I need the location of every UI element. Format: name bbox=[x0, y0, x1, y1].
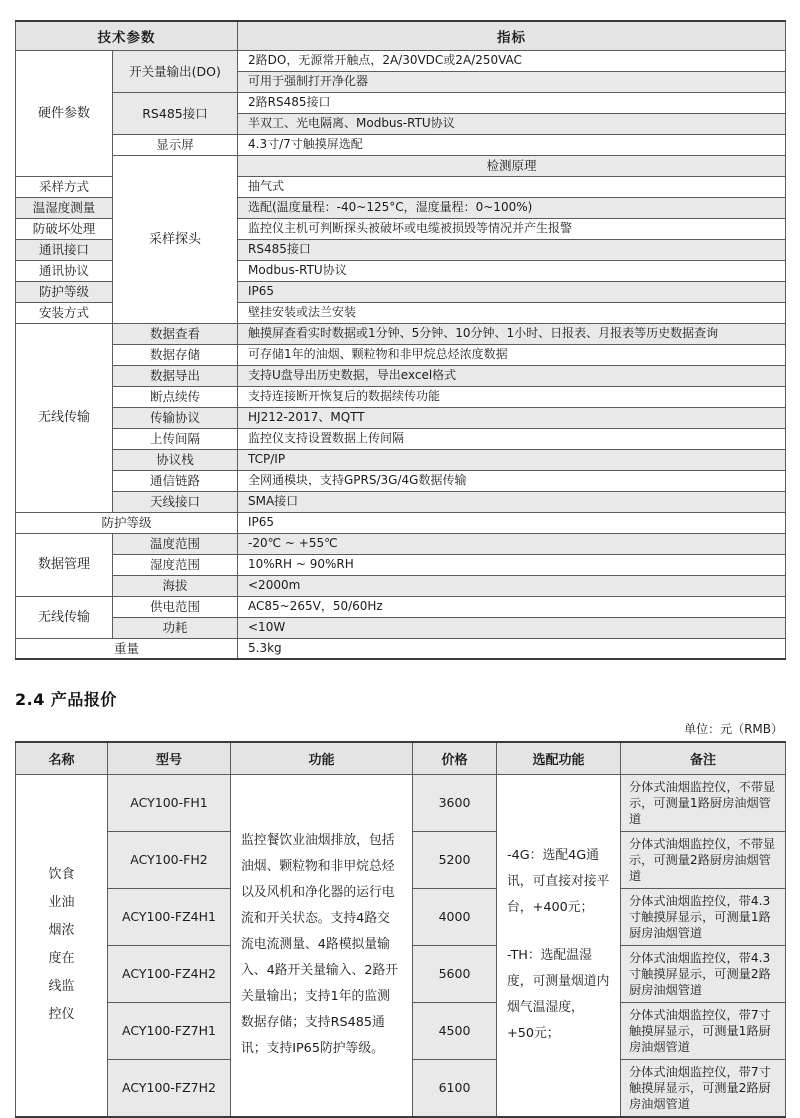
column-header-model: 型号 bbox=[108, 742, 231, 774]
column-header-param: 技术参数 bbox=[16, 21, 238, 50]
spec-value-cell: 全网通模块，支持GPRS/3G/4G数据传输 bbox=[238, 470, 786, 491]
function-text: 监控餐饮业油烟排放，包括油烟、颗粒物和非甲烷总烃以及风机和净化器的运行电流和开关状态。支持4路交流电流测量、4路模拟量输入、4路开关量输入、2路开关量输出；支持1年的监测数据存储；支持RS485通讯；支持IP65防护等级。 bbox=[241, 833, 399, 1056]
spec-label-cell: 湿度范围 bbox=[113, 554, 238, 575]
spec-label-cell: 检测原理 bbox=[238, 155, 786, 176]
spec-value-cell: 支持U盘导出历史数据，导出excel格式 bbox=[238, 365, 786, 386]
remark-cell: 分体式油烟监控仪，带7寸触摸屏显示，可测量1路厨房油烟管道 bbox=[621, 1002, 786, 1059]
function-cell bbox=[231, 774, 413, 1117]
table-row bbox=[16, 596, 786, 617]
spec-value-cell: IP65 bbox=[238, 281, 786, 302]
table-row bbox=[16, 92, 786, 113]
spec-label-cell: 协议栈 bbox=[113, 449, 238, 470]
price-cell: 5200 bbox=[413, 831, 497, 888]
table-row bbox=[16, 491, 786, 512]
table-row bbox=[16, 617, 786, 638]
spec-label-cell: 数据导出 bbox=[113, 365, 238, 386]
spec-label-cell: RS485接口 bbox=[113, 92, 238, 134]
spec-value-cell: 触摸屏查看实时数据或1分钟、5分钟、10分钟、1小时、日报表、月报表等历史数据查询 bbox=[238, 323, 786, 344]
price-cell: 5600 bbox=[413, 945, 497, 1002]
model-cell: ACY100-FH1 bbox=[108, 774, 231, 831]
table-row bbox=[16, 428, 786, 449]
spec-value-cell: 2路RS485接口 bbox=[238, 92, 786, 113]
table-row bbox=[16, 512, 786, 533]
spec-group-cell: 数据管理 bbox=[16, 533, 113, 596]
spec-value-cell: 抽气式 bbox=[238, 176, 786, 197]
spec-group-cell: 采样探头 bbox=[113, 155, 238, 323]
model-cell: ACY100-FH2 bbox=[108, 831, 231, 888]
table-row bbox=[16, 774, 786, 831]
spec-value-cell: 选配(温度量程：-40~125°C，湿度量程：0~100%) bbox=[238, 197, 786, 218]
spec-value-cell: <2000m bbox=[238, 575, 786, 596]
spec-label-cell: 温度范围 bbox=[113, 533, 238, 554]
spec-label-cell: 温湿度测量 bbox=[16, 197, 113, 218]
spec-value-cell: HJ212-2017、MQTT bbox=[238, 407, 786, 428]
table-row bbox=[16, 344, 786, 365]
table-row bbox=[16, 365, 786, 386]
spec-label-cell: 通讯协议 bbox=[16, 260, 113, 281]
spec-value-cell: 可用于强制打开净化器 bbox=[238, 71, 786, 92]
section-title: 2.4 产品报价 bbox=[15, 690, 117, 709]
spec-value-cell: 支持连接断开恢复后的数据续传功能 bbox=[238, 386, 786, 407]
spec-value-cell: 监控仪支持设置数据上传间隔 bbox=[238, 428, 786, 449]
spec-label-cell: 防护等级 bbox=[16, 512, 238, 533]
table-row bbox=[16, 554, 786, 575]
spec-value-cell: RS485接口 bbox=[238, 239, 786, 260]
column-header-name: 名称 bbox=[16, 742, 108, 774]
table-row bbox=[16, 155, 786, 176]
spec-value-cell: 4.3寸/7寸触摸屏选配 bbox=[238, 134, 786, 155]
spec-label-cell: 数据存储 bbox=[113, 344, 238, 365]
spec-label-cell: 开关量输出(DO) bbox=[113, 50, 238, 92]
spec-value-cell: 5.3kg bbox=[238, 638, 786, 659]
spec-label-cell: 采样方式 bbox=[16, 176, 113, 197]
spec-value-cell: -20℃ ~ +55℃ bbox=[238, 533, 786, 554]
spec-value-cell: IP65 bbox=[238, 512, 786, 533]
price-cell: 6100 bbox=[413, 1059, 497, 1117]
model-cell: ACY100-FZ4H1 bbox=[108, 888, 231, 945]
column-header-function: 功能 bbox=[231, 742, 413, 774]
table-row bbox=[16, 575, 786, 596]
spec-value-cell: AC85~265V，50/60Hz bbox=[238, 596, 786, 617]
model-cell: ACY100-FZ4H2 bbox=[108, 945, 231, 1002]
spec-label-cell: 安装方式 bbox=[16, 302, 113, 323]
spec-label-cell: 传输协议 bbox=[113, 407, 238, 428]
table-row bbox=[16, 407, 786, 428]
option-th: -TH：选配温湿度，可测量烟道内烟气温湿度，+50元； bbox=[507, 948, 610, 1041]
spec-value-cell: 壁挂安装或法兰安装 bbox=[238, 302, 786, 323]
table-row bbox=[16, 50, 786, 71]
spec-value-cell: 半双工、光电隔离、Modbus-RTU协议 bbox=[238, 113, 786, 134]
spec-header-row bbox=[16, 21, 786, 50]
spec-label-cell: 断点续传 bbox=[113, 386, 238, 407]
spec-value-cell: 可存储1年的油烟、颗粒物和非甲烷总烃浓度数据 bbox=[238, 344, 786, 365]
options-cell bbox=[497, 774, 621, 1117]
remark-cell: 分体式油烟监控仪，不带显示，可测量2路厨房油烟管道 bbox=[621, 831, 786, 888]
spec-value-cell: SMA接口 bbox=[238, 491, 786, 512]
remark-cell: 分体式油烟监控仪，带4.3寸触摸屏显示，可测量1路厨房油烟管道 bbox=[621, 888, 786, 945]
model-cell: ACY100-FZ7H1 bbox=[108, 1002, 231, 1059]
spec-label-cell: 显示屏 bbox=[113, 134, 238, 155]
spec-label-cell: 防破坏处理 bbox=[16, 218, 113, 239]
column-header-value: 指标 bbox=[238, 21, 786, 50]
price-cell: 4500 bbox=[413, 1002, 497, 1059]
unit-note: 单位：元（RMB） bbox=[684, 722, 783, 736]
spec-label-cell: 海拔 bbox=[113, 575, 238, 596]
price-cell: 4000 bbox=[413, 888, 497, 945]
spec-label-cell: 上传间隔 bbox=[113, 428, 238, 449]
spec-label-cell: 供电范围 bbox=[113, 596, 238, 617]
option-4g: -4G：选配4G通讯，可直接对接平台，+400元； bbox=[507, 848, 610, 915]
spec-value-cell: 2路DO，无源常开触点，2A/30VDC或2A/250VAC bbox=[238, 50, 786, 71]
table-row bbox=[16, 134, 786, 155]
model-cell: ACY100-FZ7H2 bbox=[108, 1059, 231, 1117]
pricing-header-row bbox=[16, 742, 786, 774]
spec-label-cell: 天线接口 bbox=[113, 491, 238, 512]
spec-group-cell: 硬件参数 bbox=[16, 50, 113, 176]
pricing-table bbox=[15, 741, 786, 1118]
spec-label-cell: 功耗 bbox=[113, 617, 238, 638]
remark-cell: 分体式油烟监控仪，带7寸触摸屏显示，可测量2路厨房油烟管道 bbox=[621, 1059, 786, 1117]
spec-group-cell: 无线传输 bbox=[16, 596, 113, 638]
spec-value-cell: TCP/IP bbox=[238, 449, 786, 470]
product-name-cell: 饮食业油烟浓度在线监控仪 bbox=[16, 774, 108, 1117]
spec-label-cell: 防护等级 bbox=[16, 281, 113, 302]
table-row bbox=[16, 638, 786, 659]
table-row bbox=[16, 533, 786, 554]
spec-label-cell: 数据查看 bbox=[113, 323, 238, 344]
spec-value-cell: 监控仪主机可判断探头被破坏或电缆被损毁等情况并产生报警 bbox=[238, 218, 786, 239]
spec-group-cell: 无线传输 bbox=[16, 323, 113, 512]
spec-value-cell: <10W bbox=[238, 617, 786, 638]
table-row bbox=[16, 470, 786, 491]
table-row bbox=[16, 386, 786, 407]
spec-value-cell: 10%RH ~ 90%RH bbox=[238, 554, 786, 575]
table-row bbox=[16, 323, 786, 344]
spec-label-cell: 通信链路 bbox=[113, 470, 238, 491]
remark-cell: 分体式油烟监控仪，不带显示，可测量1路厨房油烟管道 bbox=[621, 774, 786, 831]
price-cell: 3600 bbox=[413, 774, 497, 831]
spec-table bbox=[15, 20, 786, 660]
column-header-options: 选配功能 bbox=[497, 742, 621, 774]
spec-label-cell: 重量 bbox=[16, 638, 238, 659]
column-header-remark: 备注 bbox=[621, 742, 786, 774]
spec-value-cell: Modbus-RTU协议 bbox=[238, 260, 786, 281]
remark-cell: 分体式油烟监控仪，带4.3寸触摸屏显示，可测量2路厨房油烟管道 bbox=[621, 945, 786, 1002]
spec-label-cell: 通讯接口 bbox=[16, 239, 113, 260]
table-row bbox=[16, 449, 786, 470]
column-header-price: 价格 bbox=[413, 742, 497, 774]
